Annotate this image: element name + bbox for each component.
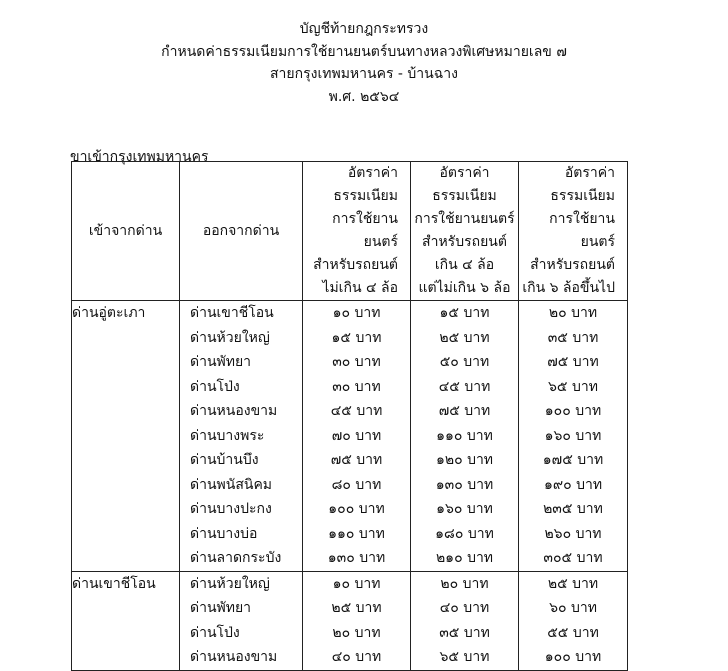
document-heading: [0, 18, 728, 108]
rate-4w-value: ๑๓๐ บาท: [327, 550, 386, 566]
rate-4w-column-cell: [303, 301, 411, 572]
exit-gate-value: ด่านโป่ง: [190, 378, 240, 395]
rate-over-6w-value: ๖๐ บาท: [549, 600, 597, 616]
rate-6w-value: ๑๒๐ บาท: [435, 452, 494, 468]
rate-6w-value: ๑๑๐ บาท: [436, 427, 493, 444]
rate-4w-value: ๒๕ บาท: [331, 600, 382, 616]
rate-6w-column-cell: [411, 301, 519, 572]
rate-6w-value: ๗๕ บาท: [438, 403, 491, 419]
rate-6w-value: ๔๐ บาท: [439, 600, 490, 616]
rate-over-6w-value: ๓๐๕ บาท: [543, 550, 603, 566]
rate-4w-value: ๑๐๐ บาท: [328, 501, 385, 517]
table-row: [72, 301, 628, 572]
exit-gate-column-cell: [180, 301, 303, 572]
rate-6w-value: ๔๕ บาท: [438, 378, 491, 395]
rate-4w-value: ๑๑๐ บาท: [328, 525, 385, 542]
rate-over-6w-value: ๓๕ บาท: [547, 329, 599, 346]
rate-4w-value: ๔๕ บาท: [330, 403, 383, 419]
entry-gate-name: ด่านอู่ตะเภา: [72, 305, 146, 321]
heading-line-1: บัญชีท้ายกฎกระทรวง: [299, 21, 429, 37]
entry-gate-cell: [72, 301, 180, 572]
rate-6w-value: ๒๑๐ บาท: [435, 550, 494, 566]
exit-gate-value: ด่านพัทยา: [190, 600, 252, 616]
rate-over-6w-value: ๑๙๐ บาท: [543, 476, 603, 493]
rate-over-6w-value: ๕๕ บาท: [547, 624, 599, 641]
rate-over-6w-column-cell: [519, 571, 628, 670]
rate-6w-column-cell: [411, 571, 519, 670]
exit-gate-value: ด่านบางพระ: [190, 427, 265, 444]
toll-rate-table: [71, 161, 628, 671]
exit-gate-value: ด่านโป่ง: [190, 624, 240, 641]
rate-4w-value: ๑๐ บาท: [332, 575, 381, 592]
table-header-row: [72, 162, 628, 301]
exit-gate-column-cell: [180, 571, 303, 670]
rate-over-6w-value: ๑๐๐ บาท: [544, 649, 602, 665]
rate-over-6w-value: ๗๕ บาท: [547, 354, 599, 370]
section-title: ขาเข้ากรุงเทพมหานคร: [70, 149, 209, 165]
rate-over-6w-value: ๖๕ บาท: [548, 378, 598, 395]
entry-gate-name: ด่านเขาชีโอน: [72, 575, 156, 592]
heading-line-4: พ.ศ. ๒๕๖๔: [328, 88, 400, 105]
header-rate-6-wheels: อัตราค่าธรรมเนียม การใช้ยานยนตร์ สำหรับรถยนต์ เกิน ๔ ล้อ แต่ไม่เกิน ๖ ล้อ: [411, 162, 519, 301]
exit-gate-value: ด่านพนัสนิคม: [190, 476, 273, 493]
rate-over-6w-value: ๒๕ บาท: [547, 575, 599, 592]
header-enter-gate: เข้าจากด่าน: [72, 162, 180, 301]
rate-over-6w-value: ๑๖๐ บาท: [544, 427, 602, 444]
exit-gate-value: ด่านบางบ่อ: [190, 525, 258, 542]
header-exit-gate: ออกจากด่าน: [180, 162, 303, 301]
rate-4w-value: ๔๐ บาท: [331, 649, 382, 665]
rate-6w-value: ๑๖๐ บาท: [436, 501, 493, 517]
rate-4w-value: ๓๐ บาท: [332, 354, 381, 370]
rate-over-6w-value: ๒๓๕ บาท: [543, 501, 603, 517]
rate-4w-value: ๘๐ บาท: [331, 476, 382, 493]
exit-gate-value: ด่านบางปะกง: [190, 501, 272, 517]
exit-gate-value: ด่านพัทยา: [190, 354, 252, 370]
rate-4w-value: ๗๐ บาท: [331, 427, 382, 444]
rate-over-6w-value: ๒๐ บาท: [548, 305, 598, 321]
heading-line-3: สายกรุงเทพมหานคร - บ้านฉาง: [270, 66, 458, 82]
exit-gate-value: ด่านหนองขาม: [190, 649, 278, 665]
header-rate-over-6-wheels: อัตราค่าธรรมเนียม การใช้ยานยนตร์ สำหรับรถยนต์ เกิน ๖ ล้อขึ้นไป: [519, 162, 628, 301]
exit-gate-value: ด่านลาดกระบัง: [190, 550, 282, 566]
rate-over-6w-value: ๒๖๐ บาท: [544, 525, 602, 542]
header-rate-4-wheels: อัตราค่าธรรมเนียม การใช้ยานยนตร์ สำหรับรถยนต์ ไม่เกิน ๔ ล้อ: [303, 162, 411, 301]
rate-6w-value: ๖๕ บาท: [439, 649, 490, 665]
exit-gate-value: ด่านบ้านบึง: [190, 452, 259, 468]
rate-6w-value: ๑๓๐ บาท: [435, 476, 494, 493]
exit-gate-value: ด่านห้วยใหญ่: [190, 329, 270, 346]
table-body: [72, 301, 628, 671]
rate-6w-value: ๕๐ บาท: [439, 354, 490, 370]
exit-gate-value: ด่านเขาชีโอน: [190, 305, 274, 321]
heading-line-2: กำหนดค่าธรรมเนียมการใช้ยานยนตร์บนทางหลวงพิเศษหมายเลข ๗: [161, 43, 567, 60]
exit-gate-value: ด่านหนองขาม: [190, 403, 278, 419]
rate-4w-value: ๗๕ บาท: [330, 452, 383, 468]
rate-6w-value: ๑๘๐ บาท: [435, 525, 494, 542]
rate-over-6w-value: ๑๗๕ บาท: [542, 452, 604, 468]
rate-4w-value: ๑๕ บาท: [331, 329, 382, 346]
rate-4w-value: ๓๐ บาท: [332, 378, 381, 395]
rate-6w-value: ๒๕ บาท: [439, 329, 490, 346]
rate-6w-value: ๑๕ บาท: [439, 305, 490, 321]
rate-6w-value: ๓๕ บาท: [439, 624, 490, 641]
entry-gate-cell: [72, 571, 180, 670]
rate-6w-value: ๒๐ บาท: [440, 575, 489, 592]
rate-over-6w-value: ๑๐๐ บาท: [544, 403, 602, 419]
rate-over-6w-column-cell: [519, 301, 628, 572]
rate-4w-value: ๒๐ บาท: [332, 624, 381, 641]
exit-gate-value: ด่านห้วยใหญ่: [190, 575, 270, 592]
rate-4w-value: ๑๐ บาท: [332, 305, 381, 321]
rate-4w-column-cell: [303, 571, 411, 670]
table-row: [72, 571, 628, 670]
